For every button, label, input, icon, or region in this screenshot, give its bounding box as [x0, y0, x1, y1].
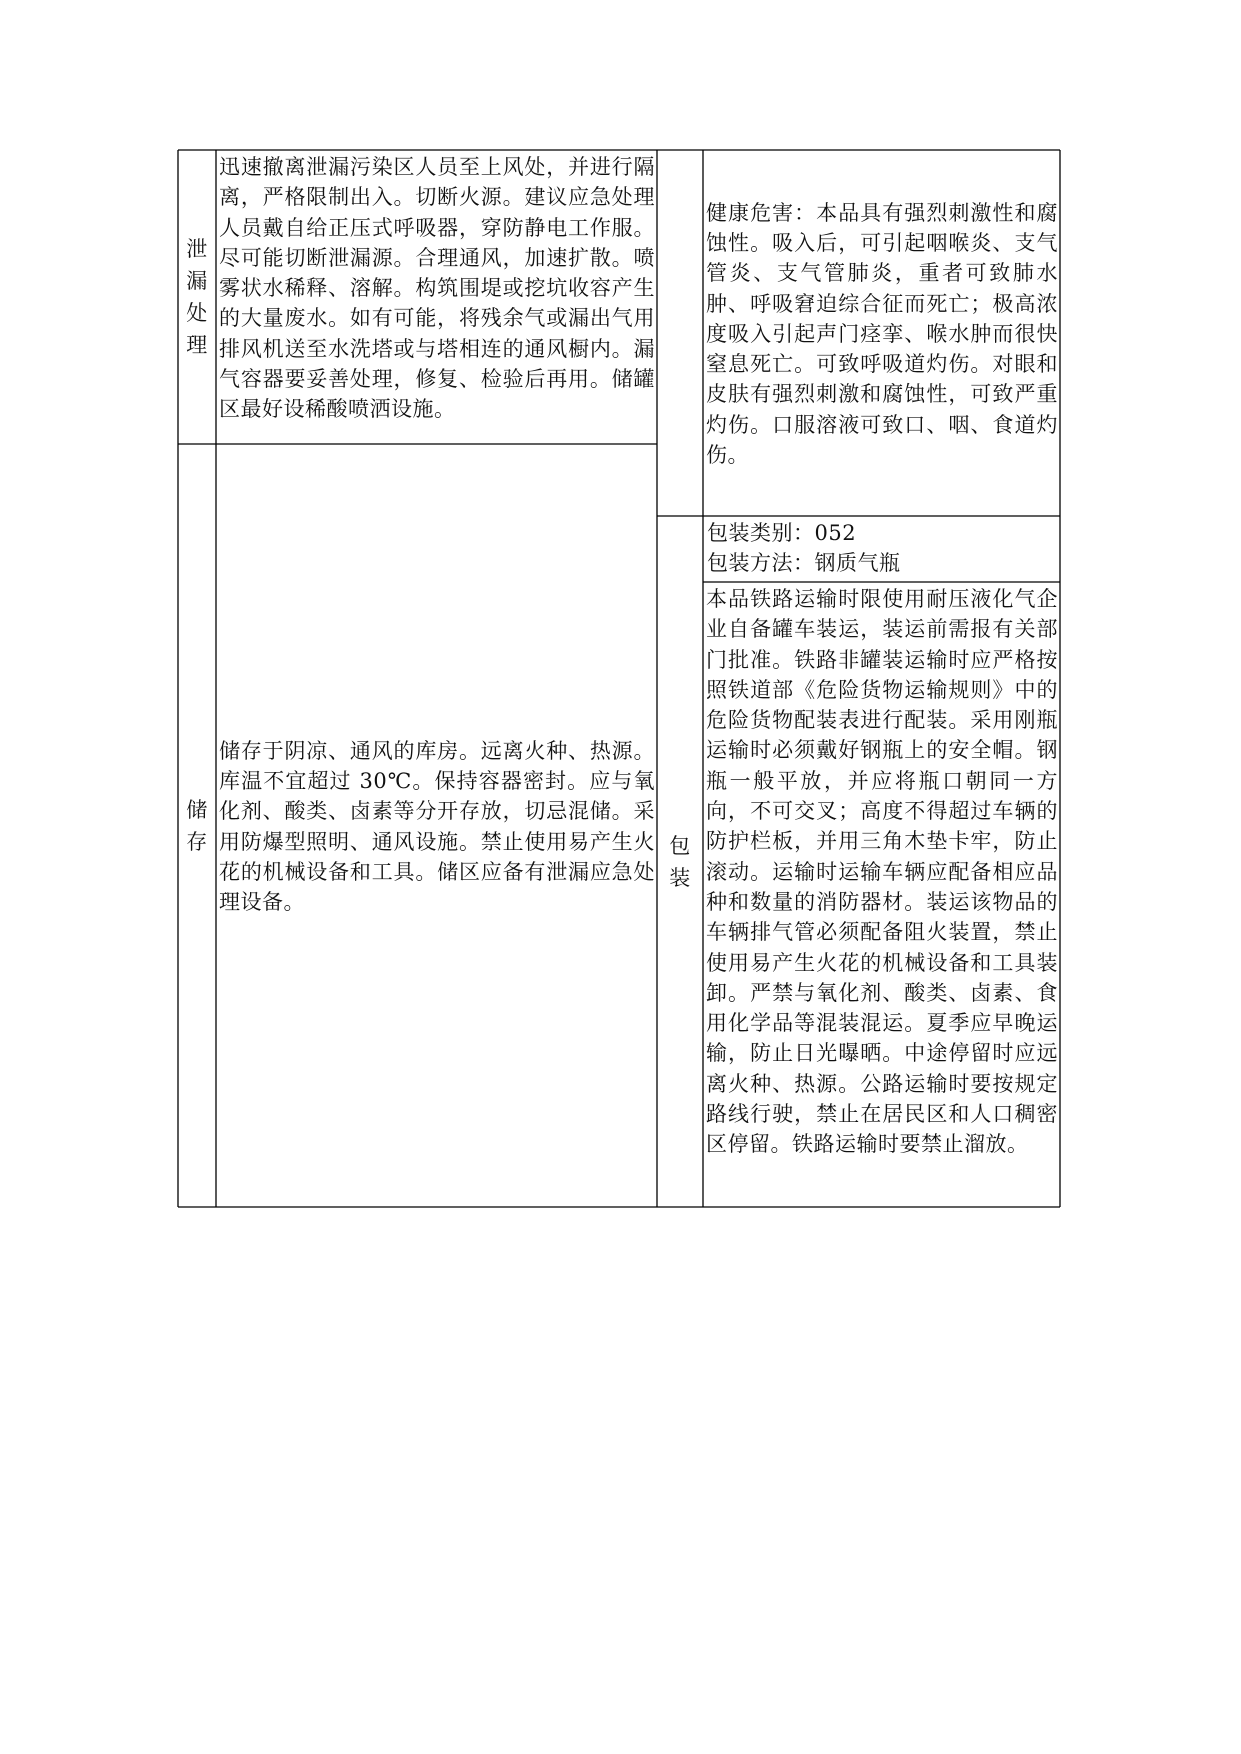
packaging-transport-text: 本品铁路运输时限使用耐压液化气企业自备罐车装运，装运前需报有关部门批准。铁路非罐装运输时应严格按照铁道部《危险货物运输规则》中的危险货物配装表进行配装。采用刚瓶运输时必须戴好钢瓶上的安全帽。钢瓶一般平放，并应将瓶口朝同一方向，不可交叉；高度不得超过车辆的防护栏板，并用三角木垫卡牢，防止滚动。运输时运输车辆应配备相应品种和数量的消防器材。装运该物品的车辆排气管必须配备阻火装置，禁止使用易产生火花的机械设备和工具装卸。严禁与氧化剂、酸类、卤素、食用化学品等混装混运。夏季应早晚运输，防止日光曝晒。中途停留时应远离火种、热源。公路运输时要按规定路线行驶，禁止在居民区和人口稠密区停留。铁路运输时要禁止溜放。 [706, 587, 1058, 1157]
health-hazard-content [703, 150, 1060, 516]
packaging-transport-content [703, 582, 1060, 1207]
leak-handling-content [216, 150, 657, 444]
leak-handling-text: 迅速撤离泄漏污染区人员至上风处，并进行隔离，严格限制出入。切断火源。建议应急处理人员戴自给正压式呼吸器，穿防静电工作服。尽可能切断泄漏源。合理通风，加速扩散。喷雾状水稀释、溶解。构筑围堤或挖坑收容产生的大量废水。如有可能，将残余气或漏出气用排风机送至水洗塔或与塔相连的通风橱内。漏气容器要妥善处理，修复、检验后再用。储罐区最好设稀酸喷洒设施。 [219, 155, 655, 422]
leak-handling-label [178, 150, 216, 444]
packaging-info [703, 516, 1060, 582]
packaging-label [657, 516, 703, 1207]
storage-text: 储存于阴凉、通风的库房。远离火种、热源。库温不宜超过 30℃。保持容器密封。应与氧化剂、酸类、卤素等分开存放，切忌混储。采用防爆型照明、通风设施。禁止使用易产生火花的机械设备和工具。储区应备有泄漏应急处理设备。 [219, 738, 655, 915]
packaging-category: 包装类别：052 [707, 521, 857, 545]
storage-label [178, 444, 216, 1207]
packaging-method: 包装方法：钢质气瓶 [707, 551, 901, 576]
storage-label-text: 储存 [186, 797, 208, 854]
leak-handling-label-text: 泄漏处理 [186, 237, 208, 357]
storage-content [216, 444, 657, 1207]
packaging-label-text: 包装 [669, 833, 691, 890]
health-hazard-label [657, 150, 703, 516]
health-hazard-text: 健康危害：本品具有强烈刺激性和腐蚀性。吸入后，可引起咽喉炎、支气管炎、支气管肺炎，重者可致肺水肿、呼吸窘迫综合征而死亡；极高浓度吸入引起声门痉挛、喉水肿而很快窒息死亡。可致呼吸道灼伤。对眼和皮肤有强烈刺激和腐蚀性，可致严重灼伤。口服溶液可致口、咽、食道灼伤。 [706, 200, 1058, 468]
